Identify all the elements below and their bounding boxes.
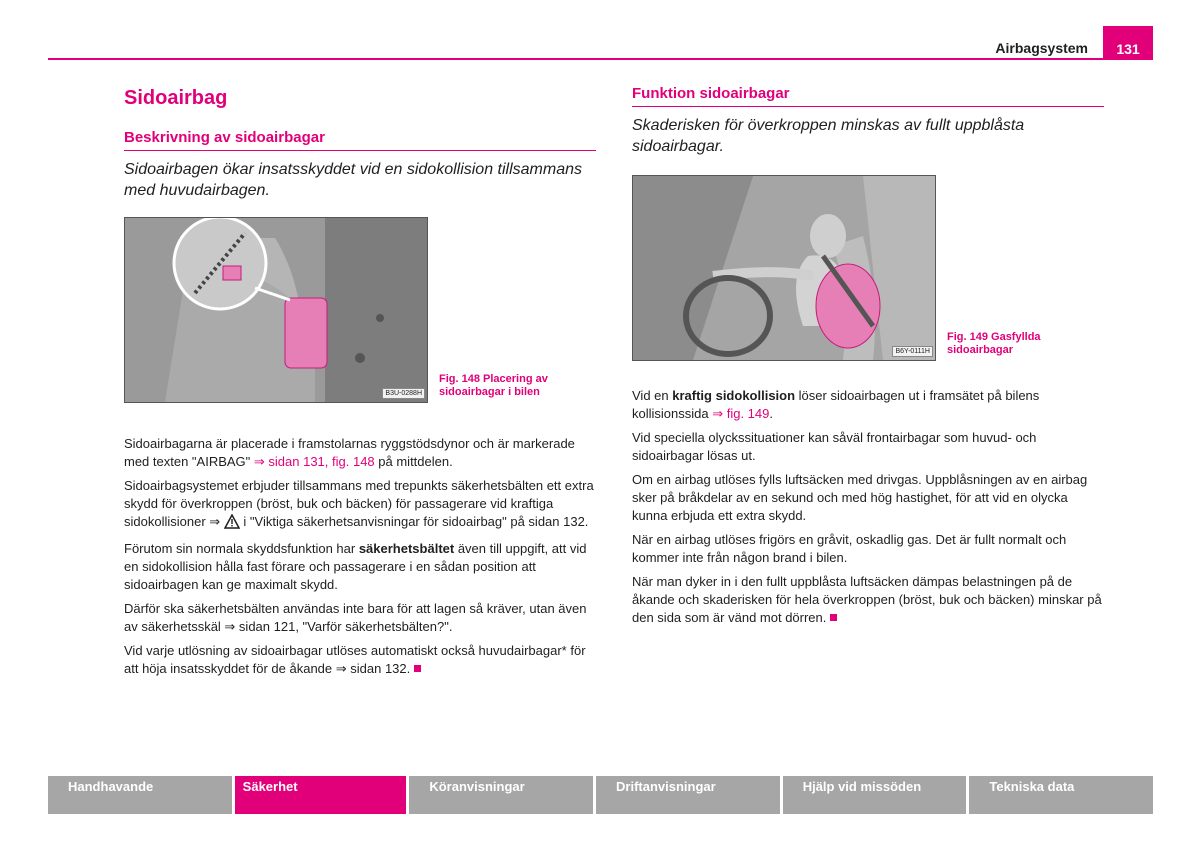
paragraph-1-right: Vid en kraftig sidokollision löser sidoairbagen ut i framsätet på bilens kollisionssida ⇒ fig. 149. [632,388,1040,421]
figure-148-caption: Fig. 148 Placering av sidoairbagar i bilen [439,373,548,398]
right-column [632,84,1104,633]
tab-driftanvisningar[interactable]: Driftanvisningar [596,776,780,814]
tab-tekniska-data[interactable]: Tekniska data [969,776,1153,814]
lead-text-right: Skaderisken för överkroppen minskas av fullt uppblåsta sidoairbagar. [632,117,1025,155]
paragraph-5-right: När man dyker in i den fullt uppblåsta luftsäcken dämpas belastningen på de åkande och skaderisken för hela överkroppen (bröst, buk och bäcken) minskar på den sida som är vänd mot dörren. [632,574,1102,625]
page-title: Sidoairbag [124,87,228,109]
paragraph-2-left: Sidoairbagsystemet erbjuder tillsammans med trepunkts säkerhetsbälten ett extra skydd för överkroppen (bröst, buk och bäcken) för passagerare vid kraftiga sidokollisioner ⇒ i "Viktiga säkerhetsanvisningar för sidoairbag" på sidan 132. [124,477,596,534]
lead-text-left: Sidoairbagen ökar insatsskyddet vid en sidokollision tillsammans med huvudairbagen. [124,161,583,199]
end-of-section-square [414,665,421,672]
figure-149-caption: Fig. 149 Gasfyllda sidoairbagar [947,331,1041,356]
seat-airbag-illustration [125,218,427,402]
figure-148-row [124,217,596,419]
tab-hjalp-vid-missoden[interactable]: Hjälp vid missöden [783,776,967,814]
header-rule [48,58,1153,60]
left-column [124,84,596,684]
paragraph-5-left: Vid varje utlösning av sidoairbagar utlöses automatiskt också huvudairbagar* för att höja insatsskyddet för de åkande ⇒ sidan 132. [124,643,586,676]
tab-handhavande[interactable]: Handhavande [48,776,232,814]
paragraph-2-right: Vid speciella olyckssituationer kan såväl frontairbagar som huvud- och sidoairbagar lösas ut. [632,430,1037,463]
chapter-title: Airbagsystem [995,40,1088,56]
section-heading-function: Funktion sidoairbagar [632,84,1104,107]
paragraph-4-left: Därför ska säkerhetsbälten användas inte bara för att lagen så kräver, utan även av säkerhetsskäl ⇒ sidan 121, "Varför säkerhetsbälten?". [124,601,587,634]
figure-149-code: B6Y-0111H [892,346,933,357]
figure-148 [124,217,428,403]
figure-148-code: B3U-0288H [382,388,425,399]
tab-koranvisningar[interactable]: Köranvisningar [409,776,593,814]
link-fig-148[interactable]: ⇒ sidan 131, fig. 148 [253,454,375,469]
driver-airbag-illustration [633,176,935,360]
warning-triangle-icon [224,514,240,534]
end-of-section-square [830,614,837,621]
paragraph-3-left: Förutom sin normala skyddsfunktion har säkerhetsbältet även till uppgift, att vid en sidokollision hålla fast förare och passagerare i en sådan position att sidoairbagen kan ge maximalt skydd. [124,541,587,592]
paragraph-4-right: När en airbag utlöses frigörs en gråvit, oskadlig gas. Det är fullt normalt och kommer inte från någon brand i bilen. [632,532,1067,565]
page-number: 131 [1103,26,1153,60]
figure-149 [632,175,936,361]
figure-149-row [632,175,1104,387]
paragraph-1-left: Sidoairbagarna är placerade i framstolarnas ryggstödsdynor och är markerade med texten "AIRBAG" ⇒ sidan 131, fig. 148 på mittdelen. [124,436,575,469]
tab-sakerhet[interactable]: Säkerhet [235,776,407,814]
footer-tab-bar [48,776,1153,814]
paragraph-3-right: Om en airbag utlöses fylls luftsäcken med drivgas. Uppblåsningen av en airbag sker på bråkdelar av en sekund och med hög hastighet, för att vid en olycka kunna erbjuda ett extra skydd. [632,472,1088,523]
section-heading-description: Beskrivning av sidoairbagar [124,128,596,151]
link-fig-149[interactable]: ⇒ fig. 149 [712,406,770,421]
